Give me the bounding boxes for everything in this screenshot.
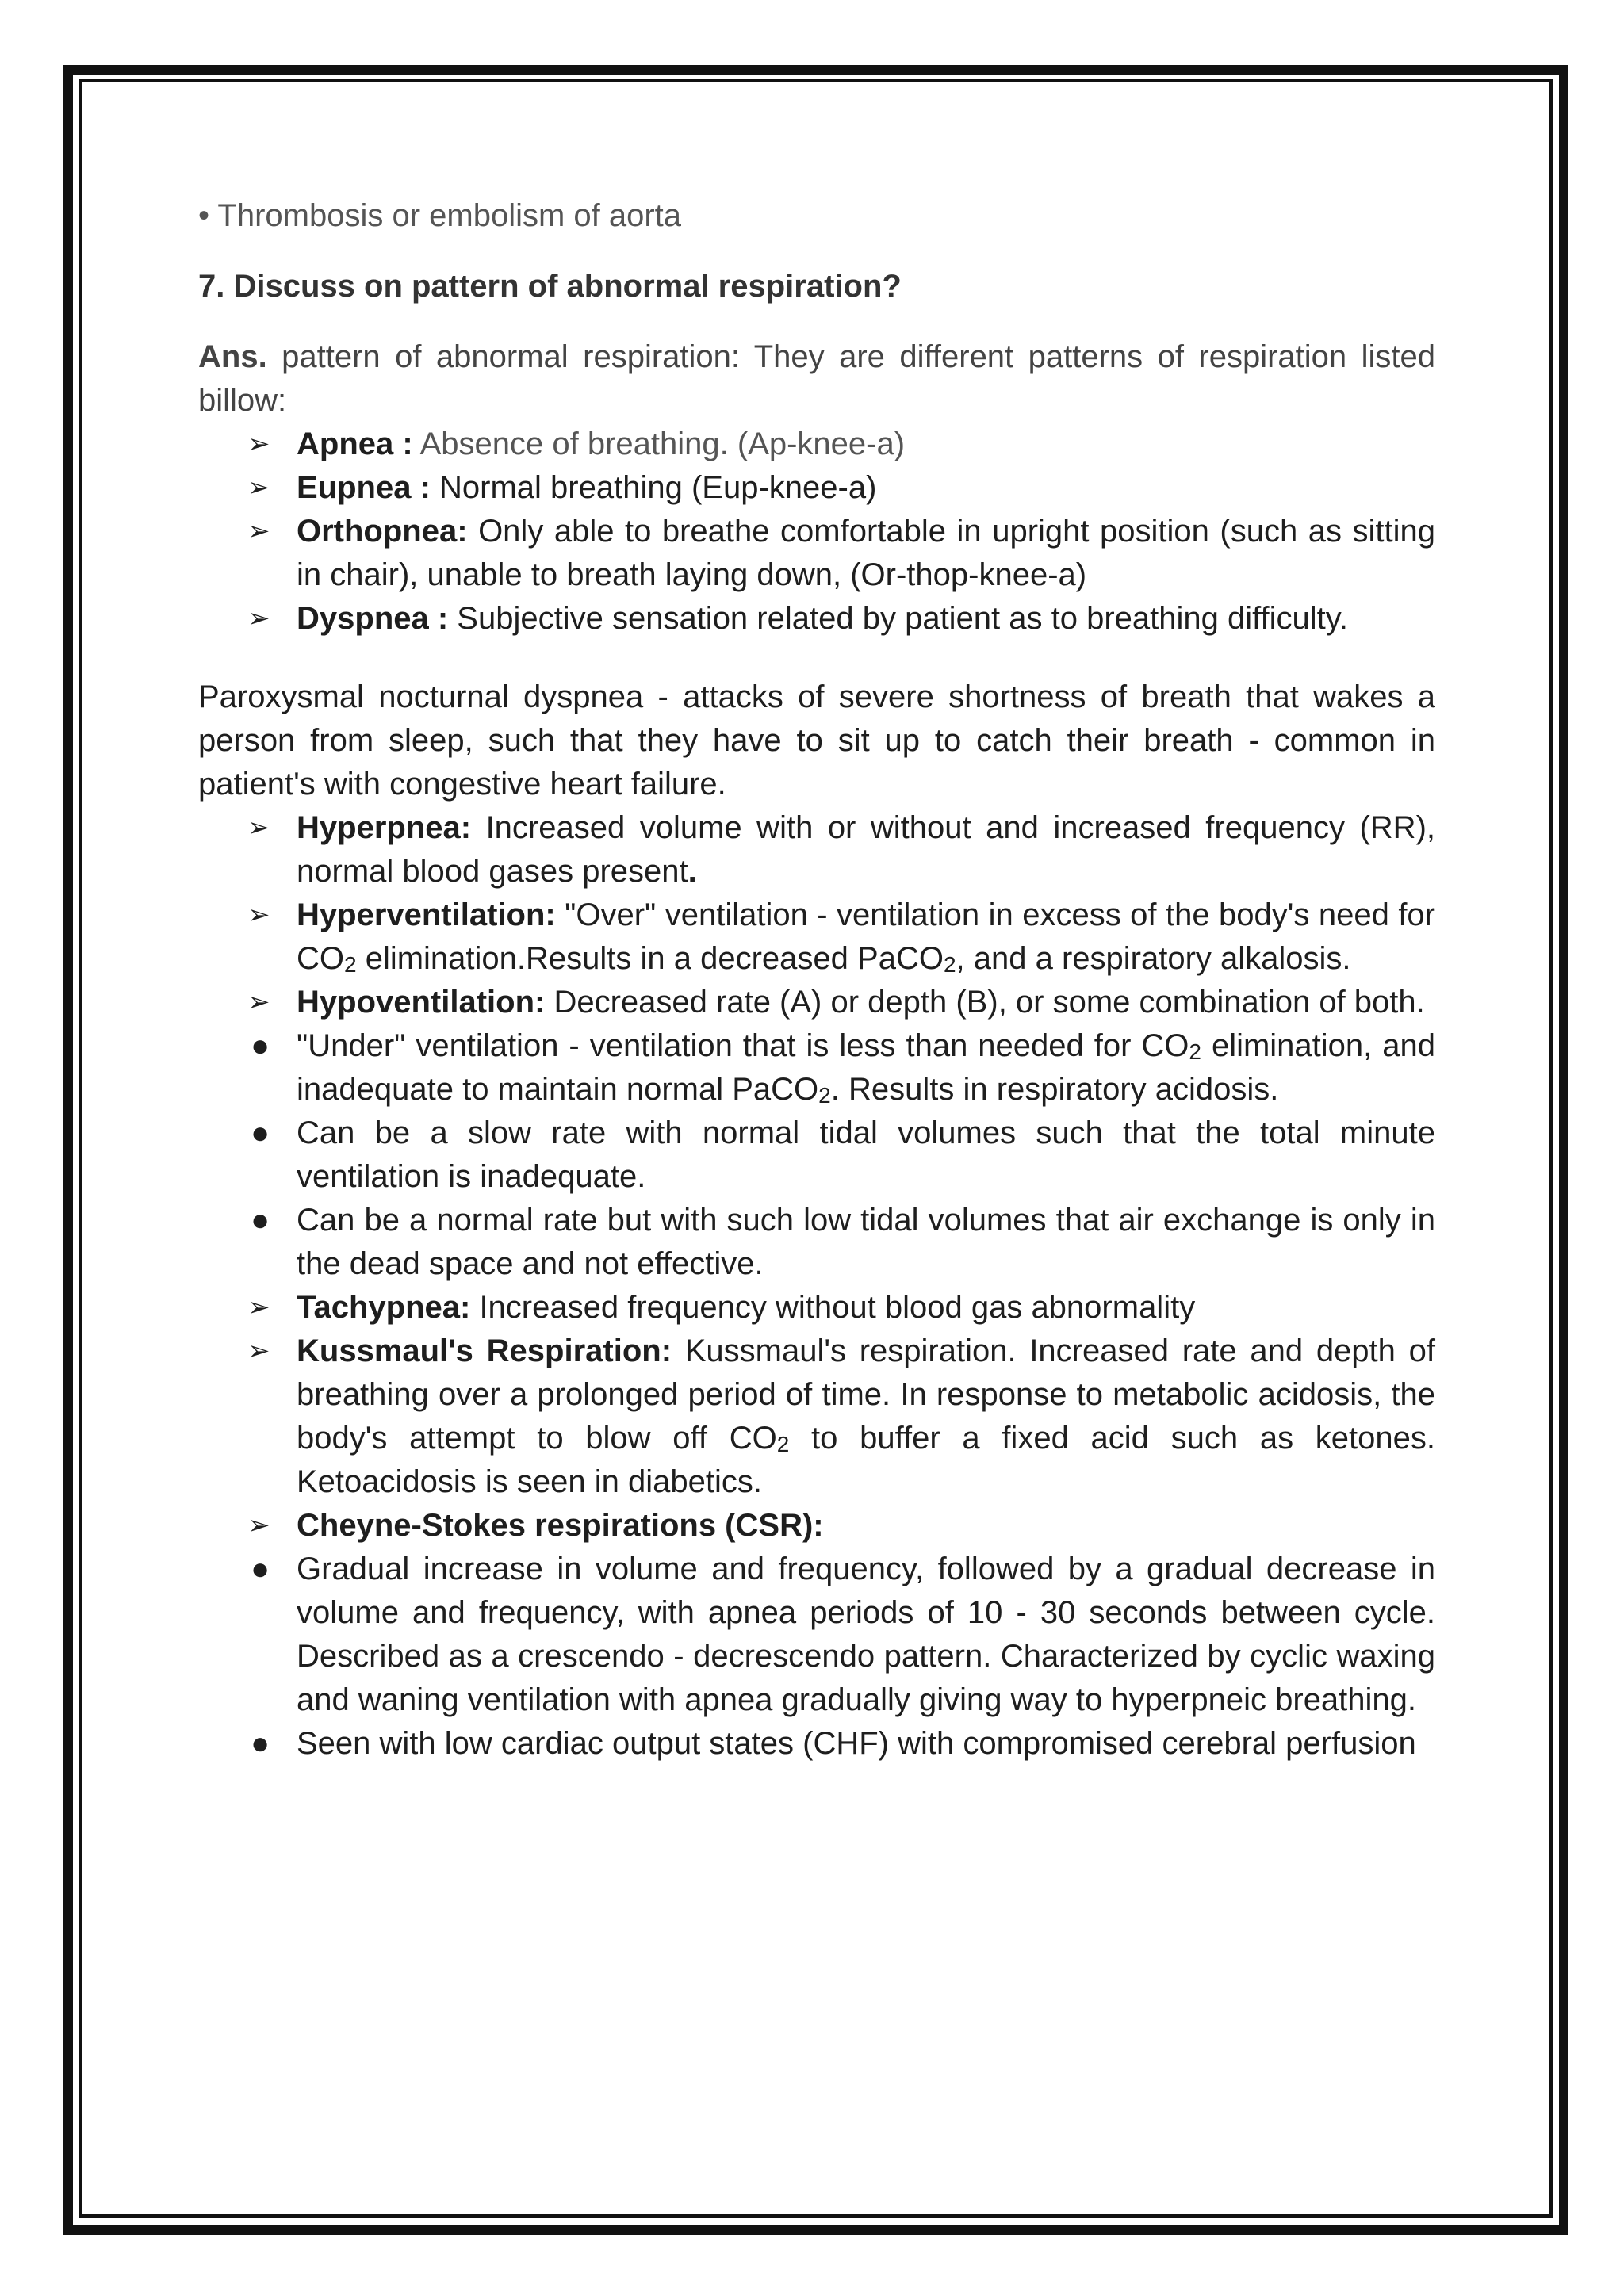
term-kussmaul: Kussmaul's Respiration:: [297, 1334, 672, 1368]
desc-hyperpnea: Increased volume with or without and increased frequency (RR), normal blood gases present: [297, 810, 1435, 889]
dot-bullet-icon: ●: [251, 1203, 270, 1238]
arrow-bullet-icon: ➢: [247, 1510, 270, 1540]
term-hypoventilation: Hypoventilation:: [297, 985, 546, 1020]
answer-text: pattern of abnormal respiration: They are different patterns of respiration listed billow:: [198, 339, 1435, 418]
arrow-bullet-icon: ➢: [247, 1336, 270, 1366]
list-item-orthopnea: [198, 510, 1435, 597]
desc-hyperventilation-1: "Over" ventilation - ventilation in excess of the body's need for CO: [297, 897, 1435, 976]
dot-bullet-icon: ●: [251, 1552, 270, 1586]
desc-hyperventilation-2: elimination.Results in a decreased PaCO: [356, 941, 944, 976]
list-item-hypoventilation: [198, 981, 1435, 1024]
normal-rate-text: Can be a normal rate but with such low tidal volumes that air exchange is only in the dead space and not effective.: [297, 1203, 1435, 1281]
desc-dyspnea: Subjective sensation related by patient as to breathing difficulty.: [448, 601, 1348, 636]
arrow-bullet-icon: ➢: [247, 1292, 270, 1322]
desc-orthopnea: Only able to breathe comfortable in upright position (such as sitting in chair), unable to breath laying down, (Or-thop-knee-a): [297, 514, 1435, 592]
desc-tachypnea: Increased frequency without blood gas abnormality: [470, 1290, 1196, 1325]
term-apnea: Apnea :: [297, 427, 413, 461]
term-eupnea: Eupnea :: [297, 470, 431, 505]
term-csr: Cheyne-Stokes respirations (CSR):: [297, 1508, 824, 1543]
dot-bullet-icon: ●: [251, 1726, 270, 1761]
arrow-bullet-icon: ➢: [247, 603, 270, 633]
dot-bullet-icon: ●: [251, 1028, 270, 1063]
dot-bullet-icon: ●: [251, 1115, 270, 1150]
desc-kussmaul-1: Kussmaul's respiration. Increased rate and depth of breathing over a prolonged period of time. In response to metabolic acidosis, the body's attempt to blow off CO: [297, 1334, 1435, 1456]
arrow-bullet-icon: ➢: [247, 473, 270, 503]
desc-eupnea: Normal breathing (Eup-knee-a): [430, 470, 877, 505]
desc-hyperventilation-3: , and a respiratory alkalosis.: [956, 941, 1351, 976]
csr-gradual-text: Gradual increase in volume and frequency, followed by a gradual decrease in volume and frequency, with apnea periods of 10 - 30 seconds between cycle. Described as a crescendo - decrescendo pattern. Characterized by cyclic waxing and waning ventilation with apnea gradually giving way to hyperpneic breathing.: [297, 1552, 1435, 1717]
list-item-slow-rate: [198, 1112, 1435, 1199]
arrow-bullet-icon: ➢: [247, 813, 270, 843]
list-item-csr-low-output: [198, 1722, 1435, 1766]
under-1: "Under" ventilation - ventilation that is less than needed for CO: [297, 1028, 1189, 1063]
list-item-normal-rate: [198, 1199, 1435, 1286]
list-item-dyspnea: [198, 597, 1435, 641]
arrow-bullet-icon: ➢: [247, 429, 270, 459]
document-body: [198, 194, 1435, 1766]
top-bullet: • Thrombosis or embolism of aorta: [198, 198, 682, 233]
desc-kussmaul-2: to buffer a fixed acid such as ketones. Ketoacidosis is seen in diabetics.: [297, 1421, 1435, 1499]
list-hypoventilation-details: [198, 1024, 1435, 1286]
list-item-apnea: [198, 423, 1435, 466]
list-item-csr-gradual: [198, 1548, 1435, 1722]
arrow-bullet-icon: ➢: [247, 987, 270, 1017]
desc-apnea: Absence of breathing. (Ap-knee-a): [412, 427, 906, 461]
arrow-bullet-icon: ➢: [247, 900, 270, 930]
term-dyspnea: Dyspnea :: [297, 601, 449, 636]
answer-label: Ans.: [198, 339, 267, 374]
list-item-tachypnea: [198, 1286, 1435, 1330]
list-item-kussmaul: [198, 1330, 1435, 1504]
arrow-bullet-icon: ➢: [247, 516, 270, 546]
list-item-eupnea: [198, 466, 1435, 510]
list-item-hyperpnea: [198, 806, 1435, 894]
term-tachypnea: Tachypnea:: [297, 1290, 471, 1325]
list-other-patterns: [198, 1286, 1435, 1548]
desc-hypoventilation: Decreased rate (A) or depth (B), or some combination of both.: [545, 985, 1425, 1020]
answer-paragraph: [198, 335, 1435, 423]
subscript: 2: [344, 952, 357, 977]
csr-low-output-text: Seen with low cardiac output states (CHF) with compromised cerebral perfusion: [297, 1726, 1416, 1761]
list-ventilation: [198, 806, 1435, 1024]
under-3: . Results in respiratory acidosis.: [830, 1072, 1279, 1107]
term-hyperpnea: Hyperpnea:: [297, 810, 472, 845]
desc-hyperpnea-end: .: [688, 854, 697, 889]
subscript: 2: [1189, 1039, 1201, 1064]
term-hyperventilation: Hyperventilation:: [297, 897, 556, 932]
list-item-under-ventilation: [198, 1024, 1435, 1112]
slow-rate-text: Can be a slow rate with normal tidal volumes such that the total minute ventilation is inadequate.: [297, 1115, 1435, 1194]
list-breathing-types: [198, 423, 1435, 641]
under-2: elimination, and inadequate to maintain normal PaCO: [297, 1028, 1435, 1107]
term-orthopnea: Orthopnea:: [297, 514, 468, 549]
list-item-csr: [198, 1504, 1435, 1548]
subscript: 2: [818, 1083, 831, 1108]
list-item-hyperventilation: [198, 894, 1435, 981]
list-csr-details: [198, 1548, 1435, 1766]
pnd-paragraph: Paroxysmal nocturnal dyspnea - attacks of severe shortness of breath that wakes a person from sleep, such that they have to sit up to catch their breath - common in patient's with congestive heart failure.: [198, 679, 1435, 802]
question-heading: 7. Discuss on pattern of abnormal respiration?: [198, 269, 902, 304]
subscript: 2: [776, 1432, 790, 1456]
subscript: 2: [943, 952, 956, 977]
